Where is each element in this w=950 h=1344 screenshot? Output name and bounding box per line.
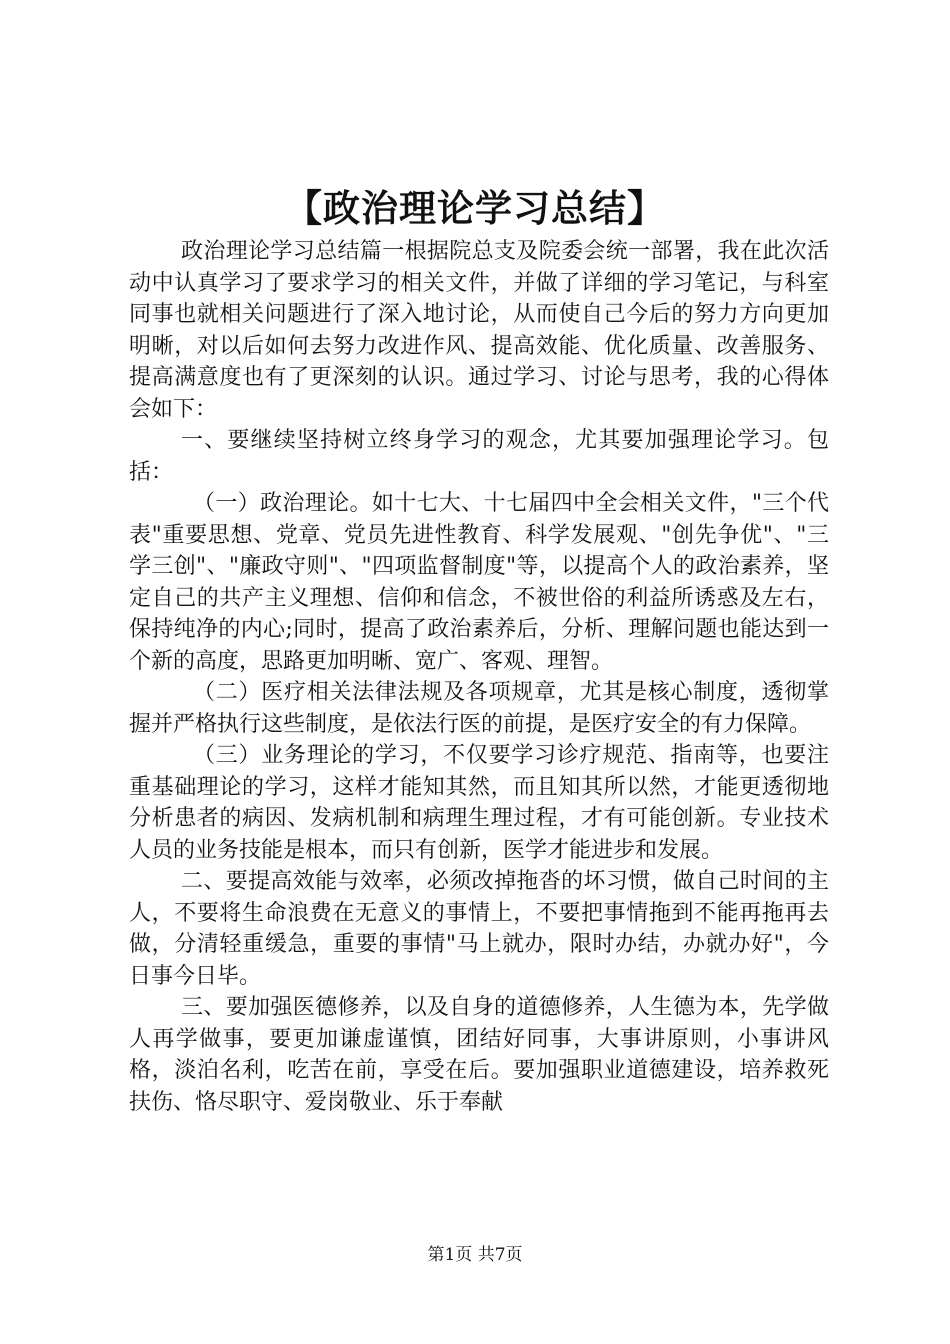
page-number-footer: 第1页 共7页 [427,1245,523,1265]
document-body [129,236,829,1118]
paragraph-point-2: 二、要提高效能与效率，必须改掉拖沓的坏习惯，做自己时间的主人，不要将生命浪费在无意义的事情上，不要把事情拖到不能再拖再去做，分清轻重缓急，重要的事情"马上就办，限时办结，办就办好"，今日事今日毕。 [129,869,829,989]
paragraph-subpoint-2: （二）医疗相关法律法规及各项规章，尤其是核心制度，透彻掌握并严格执行这些制度，是依法行医的前提，是医疗安全的有力保障。 [129,680,829,737]
paragraph-point-1: 一、要继续坚持树立终身学习的观念，尤其要加强理论学习。包括： [129,428,829,485]
paragraph-intro: 政治理论学习总结篇一根据院总支及院委会统一部署，我在此次活动中认真学习了要求学习的相关文件，并做了详细的学习笔记，与科室同事也就相关问题进行了深入地讨论，从而使自己今后的努力方向更加明晰，对以后如何去努力改进作风、提高效能、优化质量、改善服务、提高满意度也有了更深刻的认识。通过学习、讨论与思考，我的心得体会如下： [129,239,829,422]
paragraph-subpoint-1: （一）政治理论。如十七大、十七届四中全会相关文件，"三个代表"重要思想、党章、党员先进性教育、科学发展观、"创先争优"、"三学三创"、"廉政守则"、"四项监督制度"等，以提高个人的政治素养，坚定自己的共产主义理想、信仰和信念，不被世俗的利益所诱惑及左右，保持纯净的内心;同时，提高了政治素养后，分析、理解问题也能达到一个新的高度，思路更加明晰、宽广、客观、理智。 [129,491,829,674]
paragraph-subpoint-3: （三）业务理论的学习，不仅要学习诊疗规范、指南等，也要注重基础理论的学习，这样才能知其然，而且知其所以然，才能更透彻地分析患者的病因、发病机制和病理生理过程，才有可能创新。专业技术人员的业务技能是根本，而只有创新，医学才能进步和发展。 [129,743,829,863]
paragraph-point-3: 三、要加强医德修养，以及自身的道德修养，人生德为本，先学做人再学做事，要更加谦虚谨慎，团结好同事，大事讲原则，小事讲风格，淡泊名利，吃苦在前，享受在后。要加强职业道德建设，培养救死扶伤、恪尽职守、爱岗敬业、乐于奉献 [129,995,829,1115]
document-title: 【政治理论学习总结】 [285,186,665,230]
